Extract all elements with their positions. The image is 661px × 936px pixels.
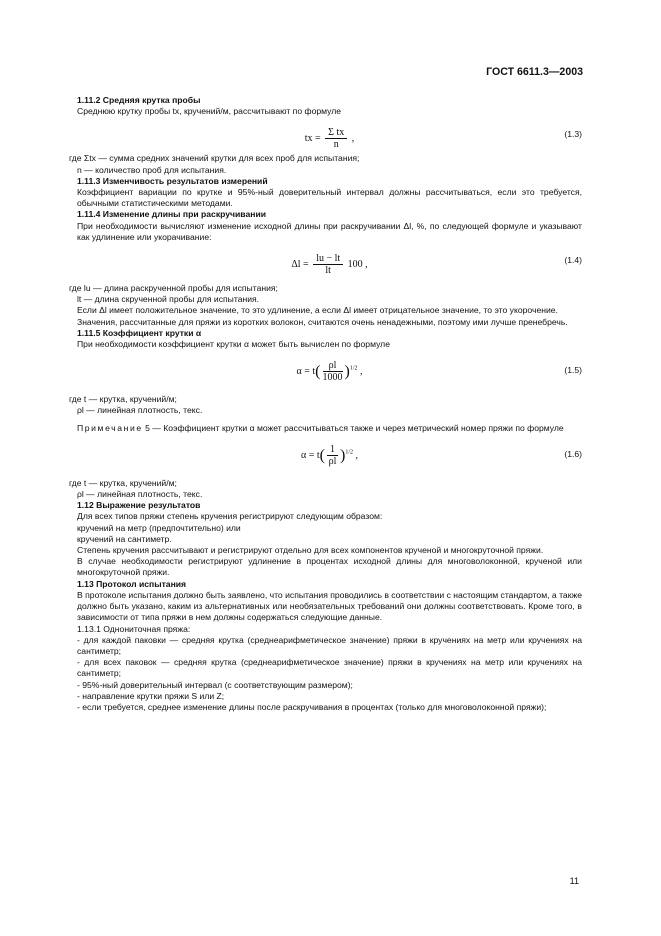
definition: ρl — линейная плотность, текс. [77,405,203,416]
formula-lhs: α = t [301,449,320,461]
definition: ρl — линейная плотность, текс. [77,489,203,500]
fraction-denominator: ρl [328,455,337,467]
paragraph: Коэффициент вариации по крутке и 95%-ный доверительный интервал должны рассчитываться, если это требуется, обычными статистическими методами. [77,187,582,209]
section-heading-1-13: 1.13 Протокол испытания [77,578,187,589]
formula-number: (1.4) [564,255,582,266]
formula-lhs: tx = [304,133,321,145]
definition: n — количество проб для испытания. [77,164,227,175]
paragraph: При необходимости вычисляют изменение исходной длины при раскручивании Δl, %, по следующей формуле и указывают как удлинение или укорачивание: [77,220,582,242]
fraction [327,444,338,467]
section-heading-1-11-2: 1.11.2 Средняя крутка пробы [77,95,201,105]
page-number: 11 [569,876,579,886]
paragraph: Среднюю крутку пробы tx, кручений/м, рассчитывают по формуле [77,106,342,117]
definition: где t — крутка, кручений/м; [69,477,177,488]
fraction [313,253,343,276]
fraction-numerator: 1 [327,444,338,456]
paragraph: Значения, рассчитанные для пряжи из коротких волокон, считаются очень ненадежными, поэтому ими лучше пренебречь. [77,316,568,327]
paragraph: Для всех типов пряжи степень кручения регистрируют следующим образом: [77,511,383,522]
formula-number: (1.5) [564,365,582,376]
paragraph: В случае необходимости регистрируют удлинение в процентах исходной длины для многоволоконной, крученой или многокруточной пряжи. [77,556,582,578]
formula-1-6 [77,438,582,474]
note [77,423,582,434]
fraction [325,127,347,150]
formula-1-3 [77,121,582,149]
document-body [69,95,582,713]
paragraph: 1.13.1 Однониточная пряжа: [77,623,191,634]
fraction-numerator: lu − lt [313,253,343,265]
formula-lhs: α = t [296,366,316,378]
definition: где lu — длина раскрученной пробы для испытания; [69,283,278,294]
definition: lt — длина скрученной пробы для испытания. [77,294,260,305]
list-item: - для каждой паковки — средняя крутка (среднеарифметическое значение) пряжи в кручениях на метр или кручениях на сантиметр; [77,634,582,656]
formula-1-4 [77,247,582,279]
fraction [323,360,343,383]
left-paren: ( [315,363,321,381]
fraction-numerator: ρl [323,360,343,372]
paragraph: кручений на метр (предпочтительно) или [77,522,241,533]
list-item: - если требуется, среднее изменение длины после раскручивания в процентах (только для многоволоконной пряжи); [77,701,547,712]
section-heading-1-11-5: 1.11.5 Коэффициент крутки α [77,327,202,338]
formula-number: (1.6) [564,448,582,459]
exponent: 1/2 [349,365,358,372]
formula-number: (1.3) [564,129,582,140]
list-item: - направление крутки пряжи S или Z; [77,690,225,701]
left-paren: ( [319,446,325,464]
paragraph: кручений на сантиметр. [77,533,172,544]
formula-tail: , [351,133,355,145]
note-text: 5 — Коэффициент крутки α может рассчитываться также и через метрический номер пряжи по формуле [145,422,564,433]
paragraph: Степень кручения рассчитывают и регистрируют отдельно для всех компонентов крученой и многокруточной пряжи. [77,545,544,556]
section-heading-1-11-3: 1.11.3 Изменчивость результатов измерений [77,175,268,186]
section-heading-1-11-4: 1.11.4 Изменение длины при раскручивании [77,209,267,220]
paragraph: В протоколе испытания должно быть заявлено, что испытания проводились в соответствии с настоящим стандартом, а также должно быть указано, каким из альтернативных или необязательных требований они должны соответствовать. Кроме того, в зависимости от типа пряжи в нем должны содержаться следующие данные. [77,589,582,623]
paragraph: При необходимости коэффициент крутки α может быть вычислен по формуле [77,339,390,350]
formula-tail: , [360,366,363,378]
formula-lhs: Δl = [291,258,309,270]
definition: где Σtx — сумма средних значений крутки для всех проб для испытания; [69,153,360,164]
fraction-denominator: lt [325,265,331,277]
definition: где t — крутка, кручений/м; [69,394,177,405]
section-heading-1-12: 1.12 Выражение результатов [77,500,201,511]
fraction-denominator: 1000 [322,372,343,384]
fraction-denominator: n [333,139,339,151]
fraction-numerator: Σ tx [325,127,347,139]
exponent: 1/2 [345,449,353,456]
list-item: - для всех паковок — средняя крутка (среднеарифметическое значение) пряжи в кручениях на метр или кручениях на сантиметр; [77,657,582,679]
right-paren: ) [340,446,346,464]
formula-tail: , [355,449,358,461]
document-header: ГОСТ 6611.3—2003 [486,66,583,78]
note-label: Примечание [77,422,143,433]
formula-1-5 [77,354,582,390]
list-item: - 95%-ный доверительный интервал (с соответствующим размером); [77,679,353,690]
right-paren: ) [344,363,350,381]
paragraph: Если Δl имеет положительное значение, то это удлинение, а если Δl имеет отрицательное значение, то это укорочение. [77,305,558,316]
formula-tail: 100 , [347,258,368,270]
